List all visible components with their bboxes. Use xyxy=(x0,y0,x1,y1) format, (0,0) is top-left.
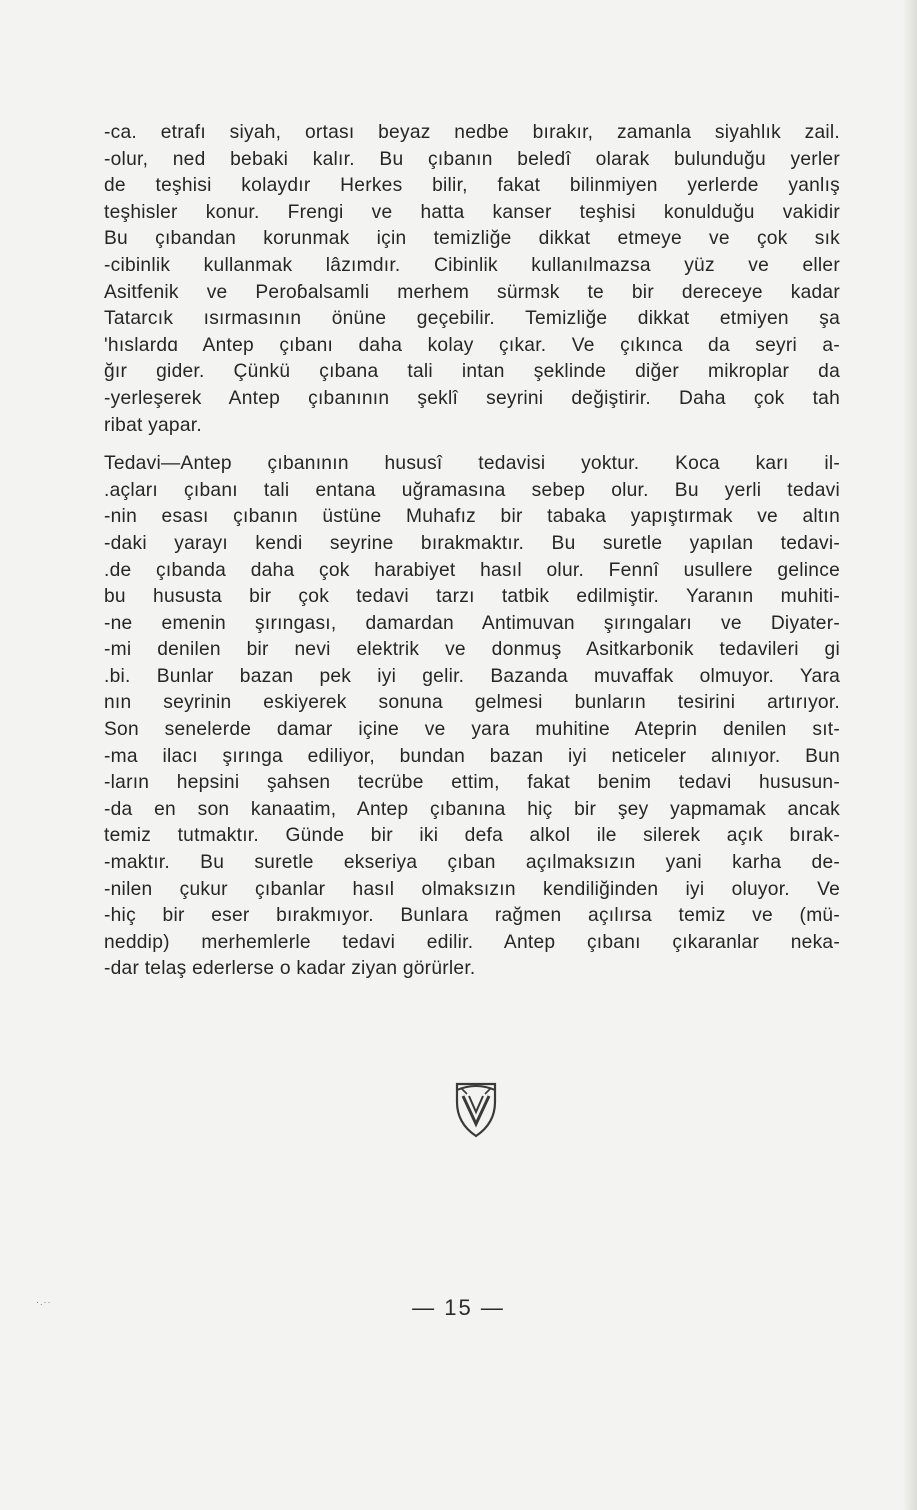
text-line: 'hıslardɑ Antep çıbanı daha kolay çıkar. Ve çıkınca da seyri a- xyxy=(104,334,840,356)
text-line: -ne emenin şırıngası, damardan Antimuvan şırıngaları ve Diyater- xyxy=(104,612,840,634)
text-line: -dar telaş ederlerse o kadar ziyan görürler. xyxy=(104,958,476,980)
text-line: -nilen çukur çıbanlar hasıl olmaksızın kendiliğinden iyi oluyor. Ve xyxy=(104,878,840,900)
text-line: -mi denilen bir nevi elektrik ve donmuş Asitkarbonik tedavileri gi xyxy=(104,639,840,661)
text-line: -da en son kanaatim, Antep çıbanına hiç bir şey yapmamak ancak xyxy=(104,798,840,820)
text-line: -maktır. Bu suretle ekseriya çıban açılmaksızın yani karha de- xyxy=(104,852,840,874)
text-line: -yerleşerek Antep çıbanının şeklî seyrini değiştirir. Daha çok tah xyxy=(104,387,840,409)
text-line: -hiç bir eser bırakmıyor. Bunlara rağmen açılırsa temiz ve (mü- xyxy=(104,905,840,927)
text-line: Asitfenik ve Peroɓalsamli merhem sürmɜk te bir dereceye kadar xyxy=(104,281,840,303)
paragraph-1 xyxy=(104,120,840,439)
text-line: -olur, ned bebaki kalır. Bu çıbanın beledî olarak bulunduğu yerler xyxy=(104,148,840,170)
text-line: Bu çıbandan korunmak için temizliğe dikkat etmeye ve çok sık xyxy=(104,228,840,250)
text-line: temiz tutmaktır. Günde bir iki defa alkol ile silerek açık bırak- xyxy=(104,825,840,847)
text-line: Tedavi—Antep çıbanının hususî tedavisi yoktur. Koca karı il- xyxy=(104,453,840,475)
text-line: .bi. Bunlar bazan pek iyi gelir. Bazanda muvaffak olmuyor. Yara xyxy=(104,665,840,687)
shield-ornament-icon xyxy=(453,1080,499,1138)
text-line: .açları çıbanı tali entana uğramasına sebep olur. Bu yerli tedavi xyxy=(104,479,840,501)
page-edge-shadow xyxy=(903,0,917,1510)
text-line: .de çıbanda daha çok harabiyet hasıl olur. Fennî usullere gelince xyxy=(104,559,840,581)
text-line: -ca. etrafı siyah, ortası beyaz nedbe bırakır, zamanla siyahlık zail. xyxy=(104,122,840,143)
text-line: -ların hepsini şahsen tecrübe ettim, fakat benim tedavi hususun- xyxy=(104,772,840,794)
paper-speck: ·.·· xyxy=(36,1297,52,1307)
page-number: — 15 — xyxy=(412,1295,505,1320)
text-line: -daki yarayı kendi seyrine bırakmaktır. Bu suretle yapılan tedavi- xyxy=(104,532,840,554)
body-text xyxy=(104,120,840,983)
paragraph-gap xyxy=(104,439,840,451)
text-line: ğır gider. Çünkü çıbana tali intan şeklinde diğer mikroplar da xyxy=(104,361,840,383)
text-line: Tatarcık ısırmasının önüne geçebilir. Temizliğe dikkat etmiyen şa xyxy=(104,308,840,330)
text-line: ribat yapar. xyxy=(104,414,202,436)
text-line: teşhisler konur. Frengi ve hatta kanser teşhisi konulduğu vakidir xyxy=(104,201,840,223)
text-line: neddip) merhemlerle tedavi edilir. Antep çıbanı çıkaranlar neka- xyxy=(104,931,840,953)
text-line: -ma ilacı şırınga ediliyor, bundan bazan iyi neticeler alınıyor. Bun xyxy=(104,745,840,767)
text-line: de teşhisi kolaydır Herkes bilir, fakat bilinmiyen yerlerde yanlış xyxy=(104,175,840,197)
text-line: nın seyrinin eskiyerek sonuna gelmesi bunların tesirini artırıyor. xyxy=(104,692,840,714)
text-line: -cibinlik kullanmak lâzımdır. Cibinlik kullanılmazsa yüz ve eller xyxy=(104,254,840,276)
text-line: Son senelerde damar içine ve yara muhitine Ateprin denilen sıt- xyxy=(104,719,840,741)
text-line: -nin esası çıbanın üstüne Muhafız bir tabaka yapıştırmak ve altın xyxy=(104,506,840,528)
text-line: bu hususta bir çok tedavi tarzı tatbik edilmiştir. Yaranın muhiti- xyxy=(104,586,840,608)
paragraph-2 xyxy=(104,451,840,983)
